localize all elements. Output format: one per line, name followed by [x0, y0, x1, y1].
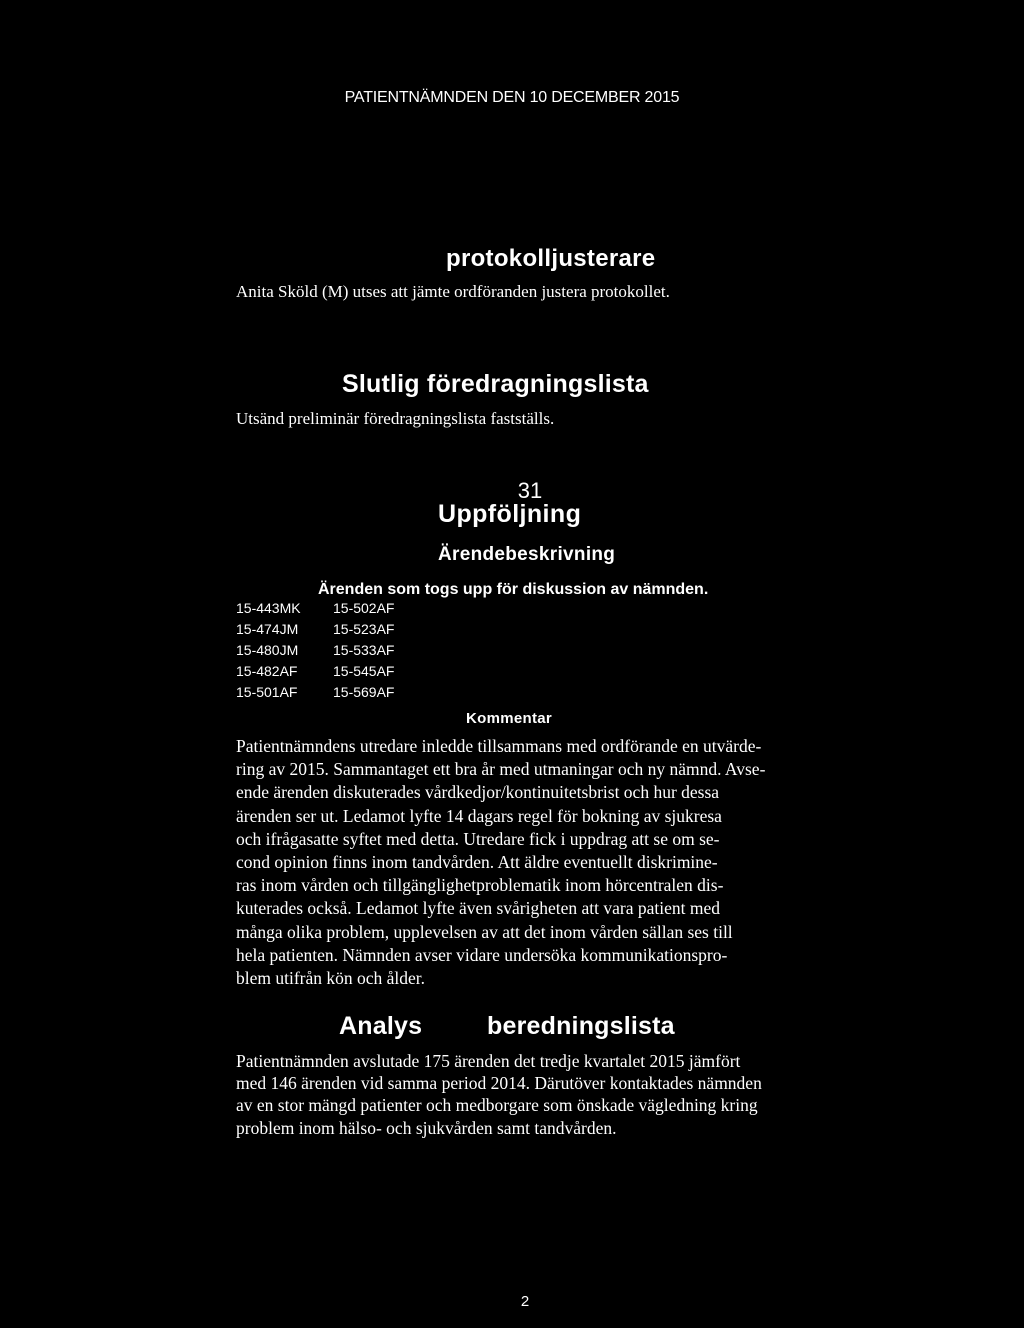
case-number: 15-569AF: [333, 684, 395, 700]
case-number: 15-502AF: [333, 600, 395, 616]
section-heading-protokolljusterare: protokolljusterare: [446, 245, 656, 272]
case-number: 15-501AF: [236, 684, 298, 700]
kommentar-paragraph: [236, 735, 765, 990]
case-number: 15-545AF: [333, 663, 395, 679]
section-heading-foredragningslista: Slutlig föredragningslista: [342, 370, 649, 398]
section-heading-uppfoljning: Uppföljning: [438, 500, 582, 528]
paragraph-line: ras inom vården och tillgänglighetproblematik inom hörcentralen dis-: [236, 875, 724, 896]
paragraph-line: hela patienten. Nämnden avser vidare undersöka kommunikationspro-: [236, 944, 728, 965]
section-heading-beredningslista: beredningslista: [487, 1012, 675, 1040]
analys-paragraph: [236, 1050, 762, 1139]
case-list-column-2: [333, 598, 394, 703]
case-number: 15-474JM: [236, 621, 299, 637]
case-intro-text: Ärenden som togs upp för diskussion av nämnden.: [318, 581, 709, 598]
paragraph-line: av en stor mängd patienter och medborgare som önskade vägledning kring: [236, 1095, 758, 1116]
case-number: 15-480JM: [236, 642, 299, 658]
paragraph-line: Patientnämndens utredare inledde tillsammans med ordförande en utvärde-: [236, 736, 762, 756]
paragraph-line: och ifrågasatte syftet med detta. Utredare fick i uppdrag att se om se-: [236, 828, 720, 849]
paragraph-line: ring av 2015. Sammantaget ett bra år med utmaningar och ny nämnd. Avse-: [236, 759, 766, 780]
foredragningslista-text: Utsänd preliminär föredragningslista fastställs.: [236, 409, 555, 428]
page-number: 2: [520, 1293, 530, 1310]
paragraph-line: ärenden ser ut. Ledamot lyfte 14 dagars regel för bokning av sjukresa: [236, 805, 722, 826]
section-heading-analys: Analys: [339, 1012, 423, 1040]
paragraph-line: Patientnämnden avslutade 175 ärenden det tredje kvartalet 2015 jämfört: [236, 1051, 741, 1071]
case-number: 15-443MK: [236, 600, 301, 616]
subheading-arendebeskrivning: Ärendebeskrivning: [438, 544, 616, 565]
case-number: 15-482AF: [236, 663, 298, 679]
protokolljusterare-text: Anita Sköld (M) utses att jämte ordföranden justera protokollet.: [236, 282, 670, 301]
paragraph-line: många olika problem, upplevelsen av att det inom vården sällan ses till: [236, 921, 733, 942]
subheading-kommentar: Kommentar: [466, 710, 553, 727]
case-number: 15-533AF: [333, 642, 395, 658]
page-header: PATIENTNÄMNDEN DEN 10 DECEMBER 2015: [344, 89, 680, 106]
paragraph-line: med 146 ärenden vid samma period 2014. Därutöver kontaktades nämnden: [236, 1073, 762, 1094]
paragraph-line: problem inom hälso- och sjukvården samt tandvården.: [236, 1117, 617, 1138]
case-list-column-1: [236, 598, 301, 703]
paragraph-line: kuterades också. Ledamot lyfte även svårigheten att vara patient med: [236, 898, 720, 919]
paragraph-line: cond opinion finns inom tandvården. Att äldre eventuellt diskrimine-: [236, 852, 718, 873]
paragraph-line: ende ärenden diskuterades vårdkedjor/kontinuitetsbrist och hur dessa: [236, 782, 720, 803]
item-number: 31: [517, 478, 543, 503]
paragraph-line: blem utifrån kön och ålder.: [236, 968, 426, 989]
case-number: 15-523AF: [333, 621, 395, 637]
